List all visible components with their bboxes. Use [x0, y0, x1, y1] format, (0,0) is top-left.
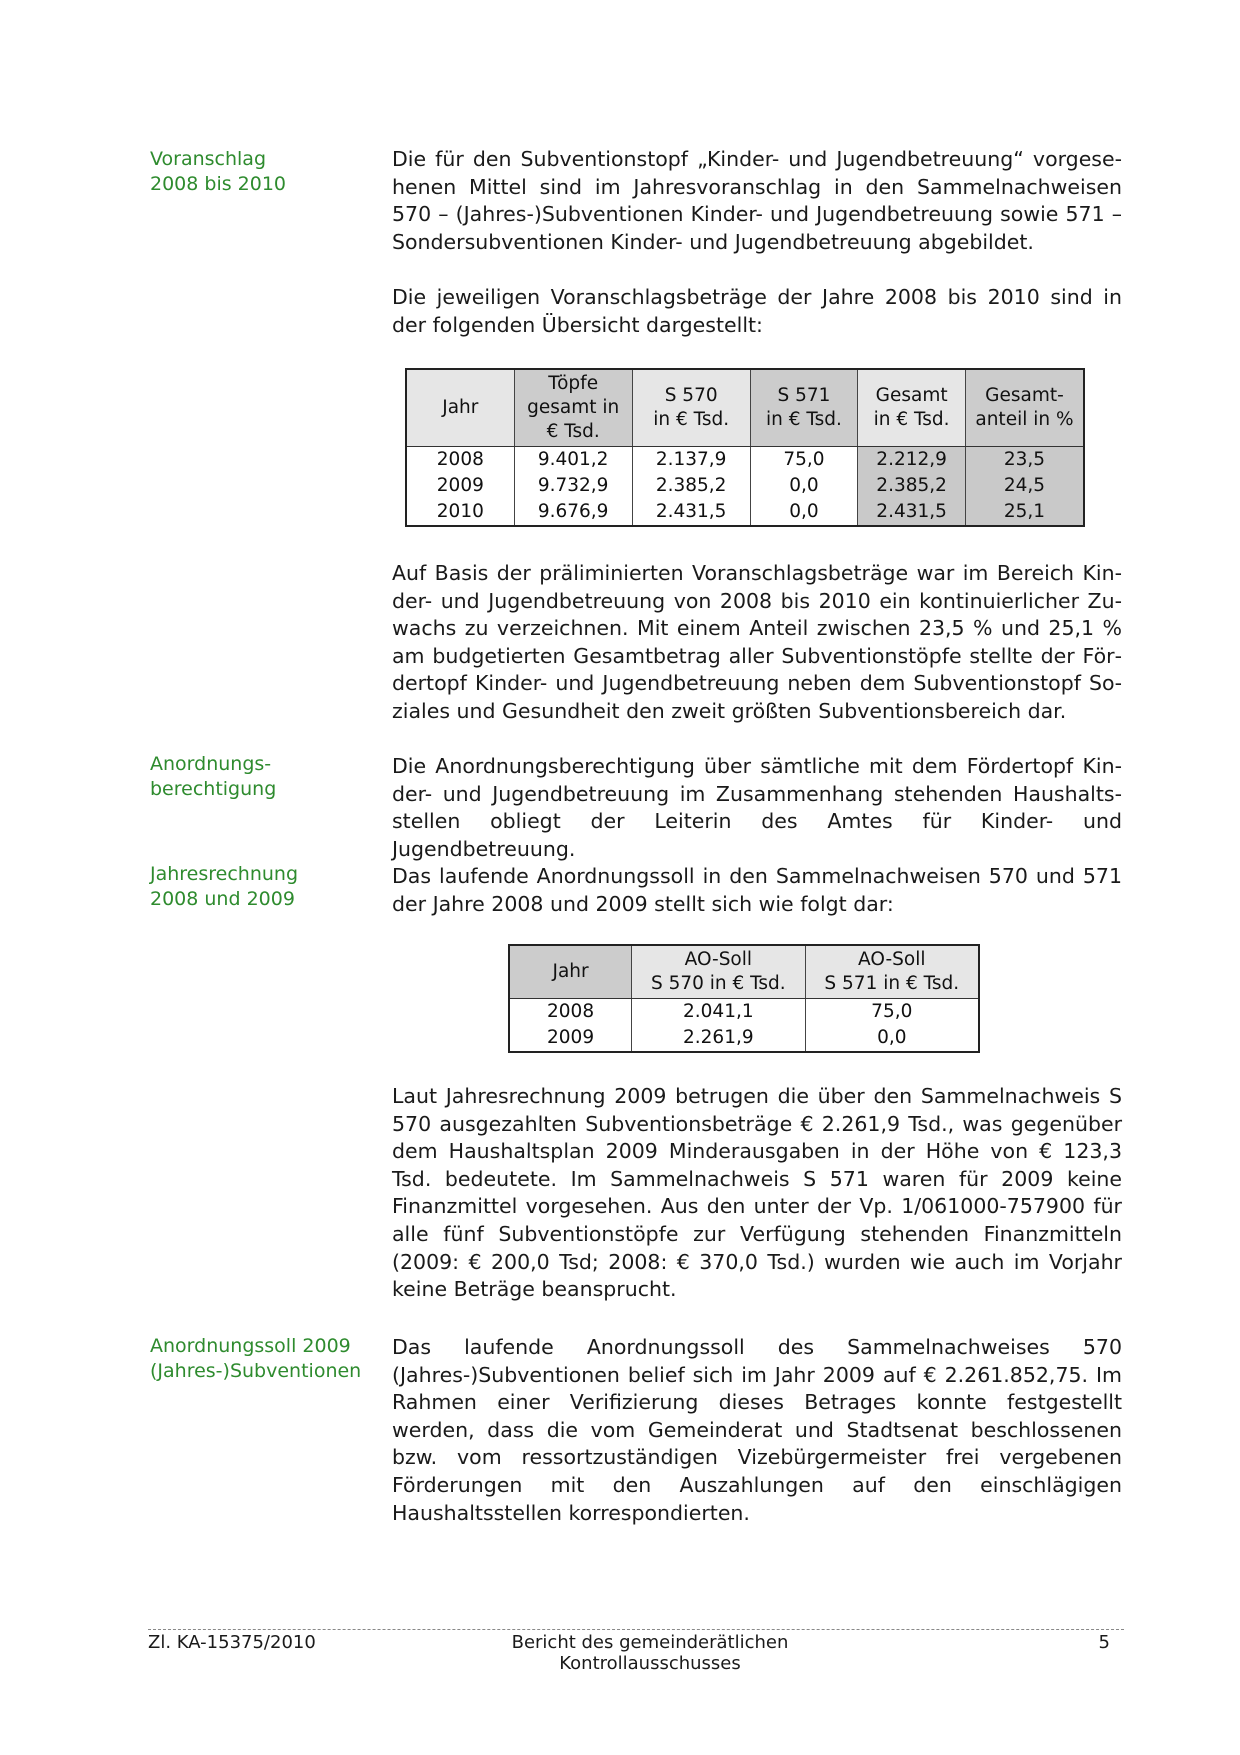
paragraph-voranschlag-intro: Die für den Subventionstopf „Kinder- und Jugendbetreuung“ vorgesehenen Mittel sind im Jahresvoranschlag in den Sammelnachweisen 570 – (Jahres-)Subventionen Kinder- und Jugendbetreuung sowie 571 – Sondersubventionen Kinder- und Jugendbetreuung abgebildet.: [392, 147, 1122, 254]
table-cell: 2.041,1: [632, 999, 805, 1026]
side-label-line: berechtigung: [150, 778, 277, 800]
footer-divider: [148, 1629, 1124, 1630]
paragraph-uebersicht: Die jeweiligen Voranschlagsbeträge der Jahre 2008 bis 2010 sind in der folgenden Übersicht dargestellt:: [392, 285, 1122, 337]
footer-reference: Zl. KA-15375/2010: [148, 1632, 316, 1653]
header-s570: S 570 in € Tsd.: [632, 369, 750, 447]
table-cell: 2009: [509, 1025, 632, 1052]
table-cell: 2.385,2: [858, 473, 966, 499]
page-number: 5: [1098, 1632, 1110, 1653]
table-cell: 2.431,5: [632, 499, 750, 526]
table-row: [509, 999, 979, 1026]
table-cell: 9.732,9: [514, 473, 632, 499]
header-jahr: Jahr: [509, 945, 632, 999]
header-gesamt: Gesamt in € Tsd.: [858, 369, 966, 447]
footer-title: Bericht des gemeinderätlichen Kontrollausschusses: [511, 1632, 789, 1674]
voranschlag-table: [405, 368, 1085, 527]
table-cell: 2.385,2: [632, 473, 750, 499]
side-label-line: Anordnungs-: [150, 753, 272, 775]
table-cell: 2009: [406, 473, 514, 499]
side-label-line: Jahresrechnung: [150, 863, 299, 885]
table-cell: 2.261,9: [632, 1025, 805, 1052]
header-toepfe: Töpfe gesamt in € Tsd.: [514, 369, 632, 447]
side-label-anordnungsberechtigung: [150, 752, 365, 802]
table-cell: 2.212,9: [858, 447, 966, 474]
paragraph-laut-jahresrechnung: Laut Jahresrechnung 2009 betrugen die über den Sammelnachweis S 570 ausgezahlten Subventionsbeträge € 2.261,9 Tsd., was gegenüber dem Haushaltsplan 2009 Minderausgaben in der Höhe von € 123,3 Tsd. bedeutete. Im Sammelnachweis S 571 waren für 2009 keine Finanzmittel vorgesehen. Aus den unter der Vp. 1/061000-757900 für alle fünf Subventionstöpfe zur Verfügung stehenden Finanzmitteln (2009: € 200,0 Tsd; 2008: € 370,0 Tsd.) wurden wie auch im Vorjahr keine Beträge beansprucht.: [392, 1084, 1122, 1302]
paragraph-anordnungssoll: Das laufende Anordnungssoll des Sammelnachweises 570 (Jahres-)Subventionen belief sich im Jahr 2009 auf € 2.261.852,75. Im Rahmen einer Verifizierung dieses Betrages konnte festgestellt werden, dass die vom Gemeinderat und Stadtsenat beschlossenen bzw. vom ressortzuständigen Vizebürgermeister frei vergebenen Förderungen mit den Auszahlungen auf den einschlägigen Haushaltsstellen korrespondierten.: [392, 1335, 1122, 1525]
table-cell: 2010: [406, 499, 514, 526]
table-cell: 25,1: [965, 499, 1084, 526]
table-cell: 9.676,9: [514, 499, 632, 526]
side-label-line: Anordnungssoll 2009: [150, 1335, 351, 1357]
table-header-row: [406, 369, 1084, 447]
paragraph-anordnungsberechtigung: Die Anordnungsberechtigung über sämtliche mit dem Fördertopf Kinder- und Jugendbetreuung im Zusammenhang stehenden Haushaltsstellen obliegt der Leiterin des Amtes für Kinder- und Jugendbetreuung.: [392, 754, 1122, 861]
table-cell: 2008: [509, 999, 632, 1026]
anordnungssoll-table: [508, 944, 980, 1053]
side-label-voranschlag: [150, 147, 365, 197]
side-label-line: (Jahres-)Subventionen: [150, 1360, 362, 1382]
table-cell: 0,0: [750, 473, 858, 499]
table-cell: 24,5: [965, 473, 1084, 499]
paragraph-basis: Auf Basis der präliminierten Voranschlagsbeträge war im Bereich Kinder- und Jugendbetreuung von 2008 bis 2010 ein kontinuierlicher Zuwachs zu verzeichnen. Mit einem Anteil zwischen 23,5 % und 25,1 % am budgetierten Gesamtbetrag aller Subventionstöpfe stellte der Fördertopf Kinder- und Jugendbetreuung neben dem Subventionstopf Soziales und Gesundheit den zweit größten Subventionsbereich dar.: [392, 561, 1122, 723]
table-row: [509, 1025, 979, 1052]
table-cell: 2.137,9: [632, 447, 750, 474]
table-cell: 2.431,5: [858, 499, 966, 526]
table-cell: 2008: [406, 447, 514, 474]
side-label-line: 2008 bis 2010: [150, 173, 287, 195]
table-cell: 75,0: [805, 999, 979, 1026]
table-row: [406, 447, 1084, 474]
header-jahr: Jahr: [406, 369, 514, 447]
header-s571: S 571 in € Tsd.: [750, 369, 858, 447]
table-row: [406, 473, 1084, 499]
table-cell: 0,0: [750, 499, 858, 526]
table-cell: 0,0: [805, 1025, 979, 1052]
table-cell: 9.401,2: [514, 447, 632, 474]
header-gesamtanteil: Gesamt- anteil in %: [965, 369, 1084, 447]
table-cell: 23,5: [965, 447, 1084, 474]
header-ao-soll-s571: AO-Soll S 571 in € Tsd.: [805, 945, 979, 999]
side-label-anordnungssoll: [150, 1334, 365, 1384]
side-label-jahresrechnung: [150, 862, 365, 912]
table-header-row: [509, 945, 979, 999]
table-row: [406, 499, 1084, 526]
side-label-line: Voranschlag: [150, 148, 267, 170]
table-cell: 75,0: [750, 447, 858, 474]
header-ao-soll-s570: AO-Soll S 570 in € Tsd.: [632, 945, 805, 999]
paragraph-jahresrechnung: Das laufende Anordnungssoll in den Sammelnachweisen 570 und 571 der Jahre 2008 und 2009 stellt sich wie folgt dar:: [392, 864, 1122, 916]
side-label-line: 2008 und 2009: [150, 888, 295, 910]
